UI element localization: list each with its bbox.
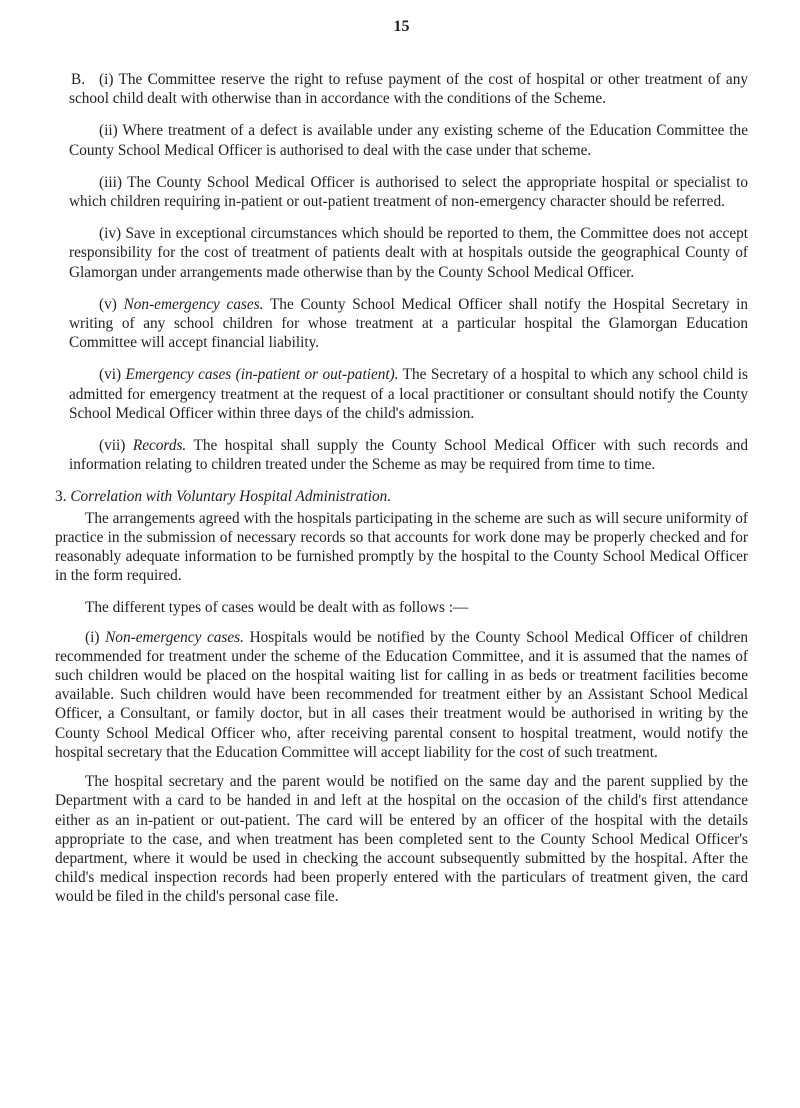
item-text: The Committee reserve the right to refuse payment of the cost of hospital or other treatment of any school child dealt with otherwise than in accordance with the conditions of the Scheme. <box>69 71 748 108</box>
section-title: Correlation with Voluntary Hospital Administration. <box>70 488 392 506</box>
section-3-item-i <box>55 628 748 762</box>
item-number: (v) <box>99 295 117 313</box>
section-3-final-paragraph: The hospital secretary and the parent would be notified on the same day and the parent supplied by the Department with a card to be handed in and left at the hospital on the occasion of the child's first attendance either as an in-patient or out-patient. The card will be entered by an officer of the hospital with the details appropriate to the case, and when treatment has been completed sent to the County School Medical Officer's department, where it would be used in checking the account subsequently submitted by the hospital. After the child's medical inspection records had been properly entered with the particulars of treatment given, the card would be filed in the child's personal case file. <box>55 773 748 906</box>
item-number: (iv) <box>99 225 122 243</box>
item-text: The hospital shall supply the County School Medical Officer with such records and information relating to children treated under the Scheme as may be required from time to time. <box>69 437 748 474</box>
section-b-marker: B. <box>71 71 86 88</box>
item-title: Non-emergency cases. <box>105 628 244 646</box>
section-3 <box>55 487 748 906</box>
section-b-item-vi <box>69 365 748 423</box>
item-text: Save in exceptional circumstances which should be reported to them, the Committee does not accept responsibility for the cost of treatment of patients dealt with at hospitals outside the geographical County of Glamorgan under arrangements made otherwise than by the County School Medical Officer. <box>69 225 749 281</box>
section-3-intro: The arrangements agreed with the hospitals participating in the scheme are such as will secure uniformity of practice in the submission of necessary records so that accounts for work done may be properly checked and for reasonably adequate information to be furnished promptly by the hospital to the County School Medical Officer in the form required. <box>55 509 748 585</box>
item-text: The County School Medical Officer shall notify the Hospital Secretary in writing of any school children for whose treatment at a particular hospital the Glamorgan Education Committee will accept financial liability. <box>69 295 748 352</box>
item-number: (i) <box>99 71 114 88</box>
section-number: 3. <box>55 488 67 506</box>
item-number: (iii) <box>99 173 122 191</box>
item-text: The Secretary of a hospital to which any school child is admitted for emergency treatment at the request of a local practitioner or consultant should notify the County School Medical Officer within three days of the child's admission. <box>69 366 748 422</box>
section-b-item-iv <box>69 224 748 282</box>
page-number: 15 <box>393 18 410 35</box>
item-title: Records. <box>132 437 187 455</box>
item-text: Where treatment of a defect is available under any existing scheme of the Education Committee the County School Medical Officer is authorised to deal with the case under that scheme. <box>69 122 748 159</box>
section-b <box>55 70 748 474</box>
item-title: Non-emergency cases. <box>123 295 264 313</box>
section-b-item-vii <box>69 436 748 474</box>
item-number: (ii) <box>99 122 118 140</box>
section-b-item-v <box>69 295 748 353</box>
section-b-item-i <box>69 70 748 108</box>
section-3-heading <box>55 487 748 506</box>
item-title-paren: (in-patient or out-patient). <box>235 366 399 384</box>
item-number: (i) <box>85 628 100 646</box>
item-text: Hospitals would be notified by the County School Medical Officer of children recommended for treatment under the scheme of the Education Committee, and it is assumed that the names of such children would be placed on the hospital waiting list for calling in as beds or treatment facilities become available. Such children would have been recommended for treatment either by an Assistant School Medical Officer, a Consultant, or family doctor, but in all cases their treatment would be authorised in writing by the County School Medical Officer who, after receiving parental consent to hospital treatment, would notify the hospital secretary that the Education Committee will accept liability for the cost of such treatment. <box>55 628 749 761</box>
item-number: (vii) <box>99 437 126 455</box>
section-b-item-iii <box>69 173 748 211</box>
item-title: Emergency cases <box>125 366 232 384</box>
section-3-types-intro: The different types of cases would be dealt with as follows :— <box>85 599 469 617</box>
item-text: The County School Medical Officer is authorised to select the appropriate hospital or specialist to which children requiring in-patient or out-patient treatment of non-emergency character should be referred. <box>69 173 748 211</box>
section-b-item-ii <box>69 121 748 159</box>
item-number: (vi) <box>99 366 122 384</box>
